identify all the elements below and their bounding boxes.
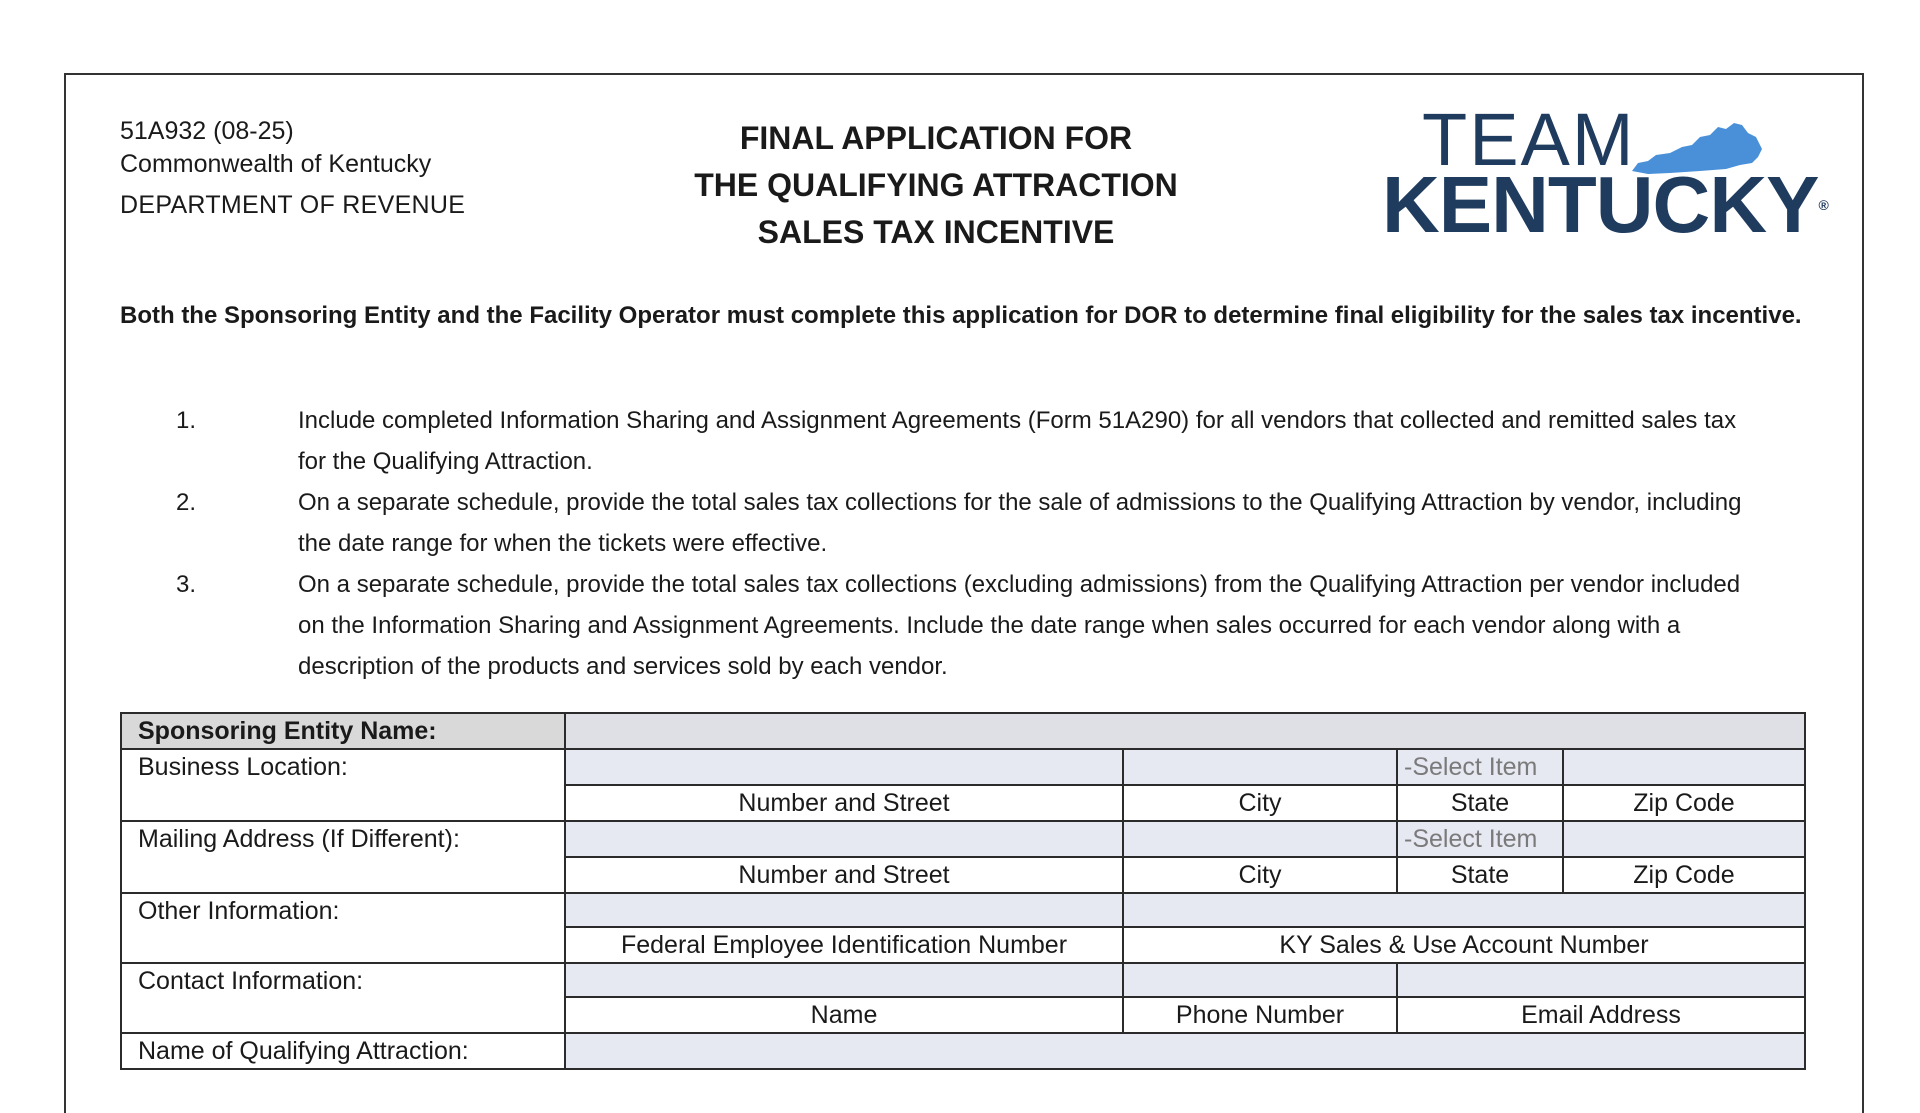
department-label: DEPARTMENT OF REVENUE bbox=[120, 191, 466, 219]
commonwealth-label: Commonwealth of Kentucky bbox=[120, 150, 432, 178]
sponsoring-entity-name-label: Sponsoring Entity Name: bbox=[121, 713, 565, 749]
fein-field[interactable] bbox=[565, 893, 1123, 927]
mailing-city-field[interactable] bbox=[1123, 821, 1397, 857]
business-state-select[interactable]: -Select Item bbox=[1397, 749, 1563, 785]
form-title-line-1: FINAL APPLICATION FOR bbox=[739, 120, 1133, 156]
business-street-field[interactable] bbox=[565, 749, 1123, 785]
city-caption: City bbox=[1123, 857, 1397, 893]
qualifying-attraction-field[interactable] bbox=[565, 1033, 1805, 1069]
form-title-line-3: SALES TAX INCENTIVE bbox=[757, 214, 1115, 250]
instruction-number: 2. bbox=[176, 489, 197, 516]
form-title bbox=[656, 115, 1216, 256]
sponsoring-entity-table bbox=[120, 712, 1806, 1070]
business-location-label: Business Location: bbox=[121, 749, 565, 821]
name-caption: Name bbox=[565, 997, 1123, 1033]
instruction-text: On a separate schedule, provide the total sales tax collections (excluding admissions) from the Qualifying Attraction per vendor included on the Information Sharing and Assignment Agreements. Include the date range when sales occurred for each vendor along with a description of the products and services sold by each vendor. bbox=[298, 571, 1741, 680]
contact-phone-field[interactable] bbox=[1123, 963, 1397, 997]
instruction-item bbox=[176, 400, 1742, 482]
contact-name-field[interactable] bbox=[565, 963, 1123, 997]
instruction-number: 1. bbox=[176, 407, 197, 434]
street-caption: Number and Street bbox=[565, 785, 1123, 821]
fein-caption: Federal Employee Identification Number bbox=[565, 927, 1123, 963]
mailing-state-select[interactable]: -Select Item bbox=[1397, 821, 1563, 857]
state-caption: State bbox=[1397, 785, 1563, 821]
contact-information-label: Contact Information: bbox=[121, 963, 565, 1033]
logo-registered-mark: ® bbox=[1818, 197, 1828, 213]
city-caption: City bbox=[1123, 785, 1397, 821]
form-page bbox=[64, 73, 1864, 1113]
sponsoring-entity-name-field[interactable] bbox=[565, 713, 1805, 749]
qualifying-attraction-label: Name of Qualifying Attraction: bbox=[121, 1033, 565, 1069]
ky-account-field[interactable] bbox=[1123, 893, 1805, 927]
intro-paragraph: Both the Sponsoring Entity and the Facility Operator must complete this application for DOR to determine final eligibility for the sales tax incentive. bbox=[120, 302, 1802, 329]
instruction-number: 3. bbox=[176, 571, 197, 598]
state-caption: State bbox=[1397, 857, 1563, 893]
instruction-item bbox=[176, 482, 1742, 564]
form-header-left bbox=[120, 115, 465, 222]
logo-team-text: TEAM bbox=[1422, 98, 1636, 181]
logo-kentucky-text bbox=[1382, 160, 1828, 249]
contact-email-field[interactable] bbox=[1397, 963, 1805, 997]
instruction-text: On a separate schedule, provide the total sales tax collections for the sale of admissions to the Qualifying Attraction by vendor, including the date range for when the tickets were effective. bbox=[298, 489, 1742, 557]
instructions-list bbox=[176, 400, 1742, 687]
form-number: 51A932 (08-25) bbox=[120, 117, 294, 145]
mailing-zip-field[interactable] bbox=[1563, 821, 1805, 857]
other-information-label: Other Information: bbox=[121, 893, 565, 963]
form-title-line-2: THE QUALIFYING ATTRACTION bbox=[694, 167, 1178, 203]
business-zip-field[interactable] bbox=[1563, 749, 1805, 785]
street-caption: Number and Street bbox=[565, 857, 1123, 893]
mailing-street-field[interactable] bbox=[565, 821, 1123, 857]
zip-caption: Zip Code bbox=[1563, 785, 1805, 821]
phone-caption: Phone Number bbox=[1123, 997, 1397, 1033]
business-city-field[interactable] bbox=[1123, 749, 1397, 785]
ky-account-caption: KY Sales & Use Account Number bbox=[1123, 927, 1805, 963]
team-kentucky-logo bbox=[1382, 98, 1828, 249]
logo-kentucky-word: KENTUCKY bbox=[1382, 160, 1819, 249]
mailing-address-label: Mailing Address (If Different): bbox=[121, 821, 565, 893]
instruction-text: Include completed Information Sharing and Assignment Agreements (Form 51A290) for all vendors that collected and remitted sales tax for the Qualifying Attraction. bbox=[298, 407, 1737, 475]
instruction-item bbox=[176, 564, 1742, 687]
zip-caption: Zip Code bbox=[1563, 857, 1805, 893]
email-caption: Email Address bbox=[1397, 997, 1805, 1033]
